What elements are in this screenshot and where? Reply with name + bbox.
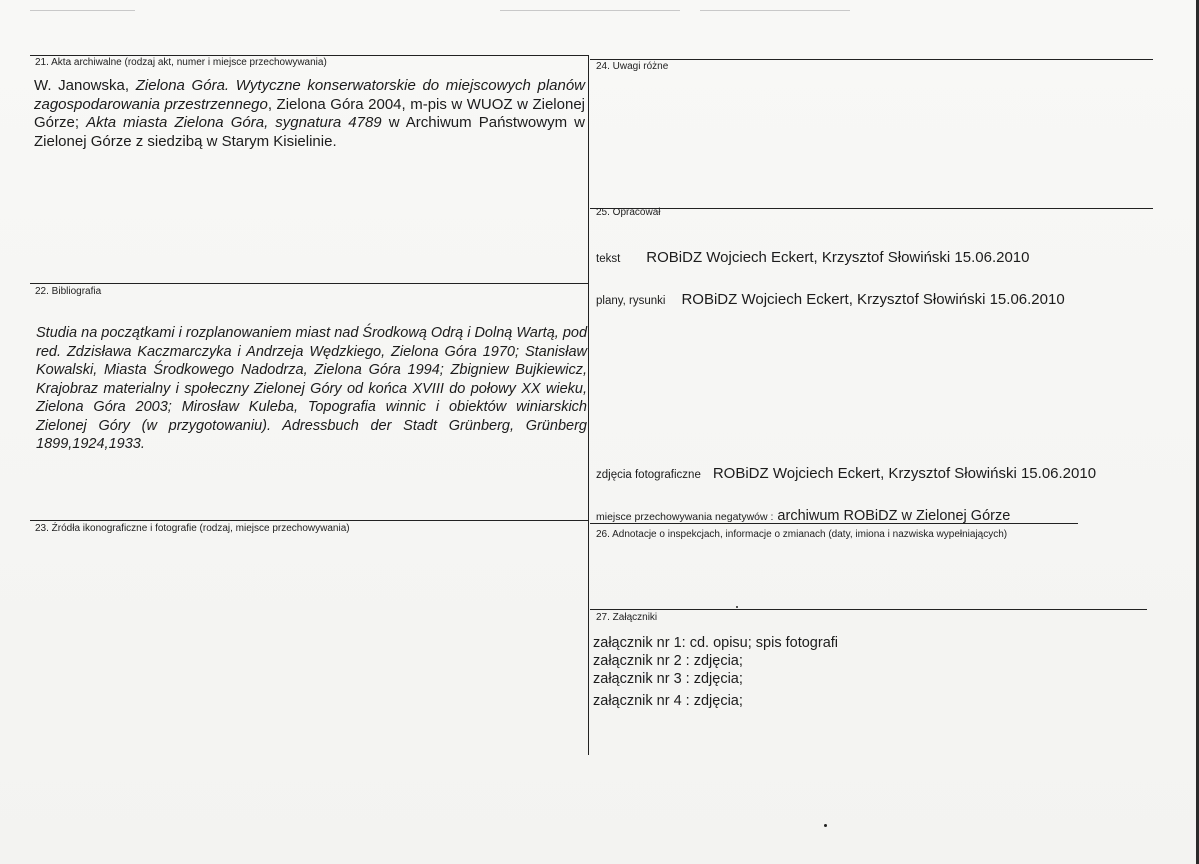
author-row-zdjecia <box>596 465 1096 483</box>
section-26-label: 26. Adnotacje o inspekcjach, informacje o zmianach (daty, imiona i nazwiska wypełniających) <box>596 529 1008 540</box>
section-21-run: W. Janowska, <box>34 77 136 94</box>
negatives-location-value: archiwum ROBiDZ w Zielonej Górze <box>777 508 1011 524</box>
section-21-run: w Archiwum Państwowym w Zielonej Górze z siedzibą w Starym Kisielinie. <box>34 114 585 150</box>
rule-23-top <box>30 520 588 521</box>
rule-21-top <box>30 55 588 56</box>
author-row-key: zdjęcia fotograficzne <box>596 469 701 481</box>
author-row-plany <box>596 291 1065 309</box>
scan-mark <box>700 10 850 11</box>
scan-speck <box>736 606 738 608</box>
negatives-location-key: miejsce przechowywania negatywów : <box>596 511 774 523</box>
section-21-run: , Zielona Góra 2004, m-pis w WUOZ w Zielonej Górze; <box>34 95 585 131</box>
author-row-value: ROBiDZ Wojciech Eckert, Krzysztof Słowiński 15.06.2010 <box>712 465 1097 482</box>
section-22-text: Studia na początkami i rozplanowaniem miast nad Środkową Odrą i Dolną Wartą, pod red. Zdzisława Kaczmarczyka i Andrzeja Wędzkiego, Zielona Góra 1970; Stanisław Kowalski, Miasta Środkowego Nadodrza, Zielona Góra 1994; Zbigniew Bujkiewicz, Krajobraz materialny i społeczny Zielonej Góry od końca XVIII do połowy XX wieku, Zielona Góra 2003; Mirosław Kuleba, Topografia winnic i obiektów winiarskich Zielonej Góry (w przygotowaniu). Adressbuch der Stadt Grünberg, Grünberg 1899,1924,1933. <box>36 325 588 452</box>
scan-speck <box>824 824 827 827</box>
rule-25-top <box>590 208 1153 209</box>
section-27-label: 27. Załączniki <box>596 612 658 623</box>
attachment-item: załącznik nr 1: cd. opisu; spis fotografi <box>593 635 839 651</box>
rule-24-top <box>590 59 1153 60</box>
section-25-label: 25. Opracował <box>596 207 661 218</box>
author-row-value: ROBiDZ Wojciech Eckert, Krzysztof Słowiński 15.06.2010 <box>646 249 1030 266</box>
rule-27-top <box>590 609 1147 610</box>
section-21-text <box>34 77 585 151</box>
section-24-label: 24. Uwagi różne <box>596 61 669 72</box>
rule-22-top <box>30 283 588 284</box>
section-21-label: 21. Akta archiwalne (rodzaj akt, numer i miejsce przechowywania) <box>35 57 327 68</box>
author-row-value: ROBiDZ Wojciech Eckert, Krzysztof Słowiński 15.06.2010 <box>681 291 1065 308</box>
scan-mark <box>500 10 680 11</box>
scan-mark <box>30 10 135 11</box>
section-21-run: Akta miasta Zielona Góra, sygnatura 4789 <box>86 114 382 131</box>
column-divider <box>588 55 589 755</box>
section-22-label: 22. Bibliografia <box>35 286 102 297</box>
attachment-item: załącznik nr 3 : zdjęcia; <box>593 671 743 687</box>
section-23-label: 23. Źródła ikonograficzne i fotografie (rodzaj, miejsce przechowywania) <box>35 523 350 534</box>
attachment-item: załącznik nr 2 : zdjęcia; <box>593 653 743 669</box>
author-row-key: plany, rysunki <box>596 295 666 307</box>
negatives-location-row <box>596 507 1010 525</box>
section-21-run: Zielona Góra. Wytyczne konserwatorskie do miejscowych planów zagospodarowania przestrzennego <box>34 77 586 113</box>
author-row-tekst <box>596 249 1030 267</box>
attachment-item: załącznik nr 4 : zdjęcia; <box>593 693 743 709</box>
author-row-key: tekst <box>596 253 621 265</box>
